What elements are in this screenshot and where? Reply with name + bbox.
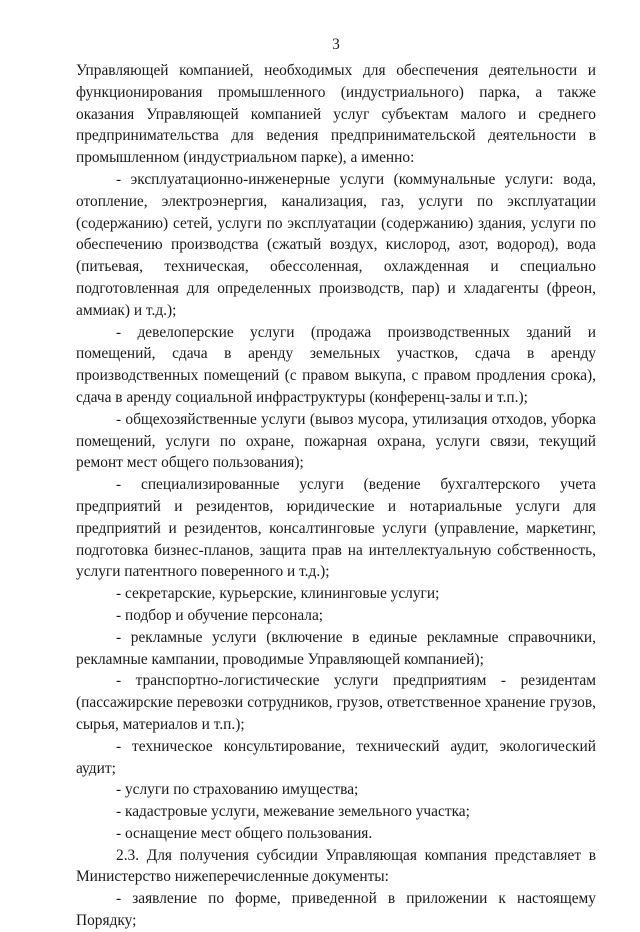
list-item-common-areas: - оснащение мест общего пользования. — [116, 824, 373, 842]
list-item-engineering-services: - эксплуатационно-инженерные услуги (коммунальные услуги: вода, отопление, электроэнергия, канализация, газ, услуги по эксплуатации (содержанию) сетей, услуги по эксплуатации (содержанию) здания, услуги по обеспечению производства (сжатый воздух, кислород, азот, водород), вода (питьевая, техническая, обессоленная, охлажденная и специально подготовленная для определенных производств, пар) и хладагенты (фреон, аммиак) и т.д.); — [76, 170, 596, 319]
document-body — [76, 60, 596, 932]
list-item-advertising-services: - рекламные услуги (включение в единые рекламные справочники, рекламные кампании, проводимые Управляющей компанией); — [76, 628, 596, 668]
list-item-insurance: - услуги по страхованию имущества; — [116, 781, 359, 799]
list-item-cadastral-services: - кадастровые услуги, межевание земельного участка; — [116, 803, 470, 821]
page-number: 3 — [332, 36, 340, 53]
list-item-application-form: - заявление по форме, приведенной в приложении к настоящему Порядку; — [76, 890, 596, 930]
list-item-secretarial-services: - секретарские, курьерские, клининговые услуги; — [116, 585, 440, 603]
list-item-technical-consulting: - техническое консультирование, технический аудит, экологический аудит; — [76, 737, 596, 777]
list-item-specialized-services: - специализированные услуги (ведение бухгалтерского учета предприятий и резидентов, юридические и нотариальные услуги для предприятий и резидентов, консалтинговые услуги (управление, маркетинг, подготовка бизнес-планов, защита прав на интеллектуальную собственность, услуги патентного поверенного и т.д.); — [76, 476, 596, 581]
paragraph-section-2-3: 2.3. Для получения субсидии Управляющая компания представляет в Министерство нижеперечисленные документы: — [76, 846, 596, 886]
list-item-staff-training: - подбор и обучение персонала; — [116, 606, 324, 624]
list-item-logistics-services: - транспортно-логистические услуги предприятиям - резидентам (пассажирские перевозки сотрудников, грузов, ответственное хранение грузов, сырья, материалов и т.п.); — [76, 672, 596, 733]
list-item-general-services: - общехозяйственные услуги (вывоз мусора, утилизация отходов, уборка помещений, услуги по охране, пожарная охрана, услуги связи, текущий ремонт мест общего пользования); — [76, 410, 596, 472]
list-item-developer-services: - девелоперские услуги (продажа производственных зданий и помещений, сдача в аренду земельных участков, сдача в аренду производственных помещений (с правом выкупа, с правом продления срока), сдача в аренду социальной инфраструктуры (конференц-залы и т.п.); — [76, 323, 596, 406]
paragraph-intro: Управляющей компанией, необходимых для обеспечения деятельности и функционирования промышленного (индустриального) парка, а также оказания Управляющей компанией услуг субъектам малого и среднего предпринимательства для ведения предпринимательской деятельности в промышленном (индустриальном парке), а именно: — [76, 62, 596, 167]
